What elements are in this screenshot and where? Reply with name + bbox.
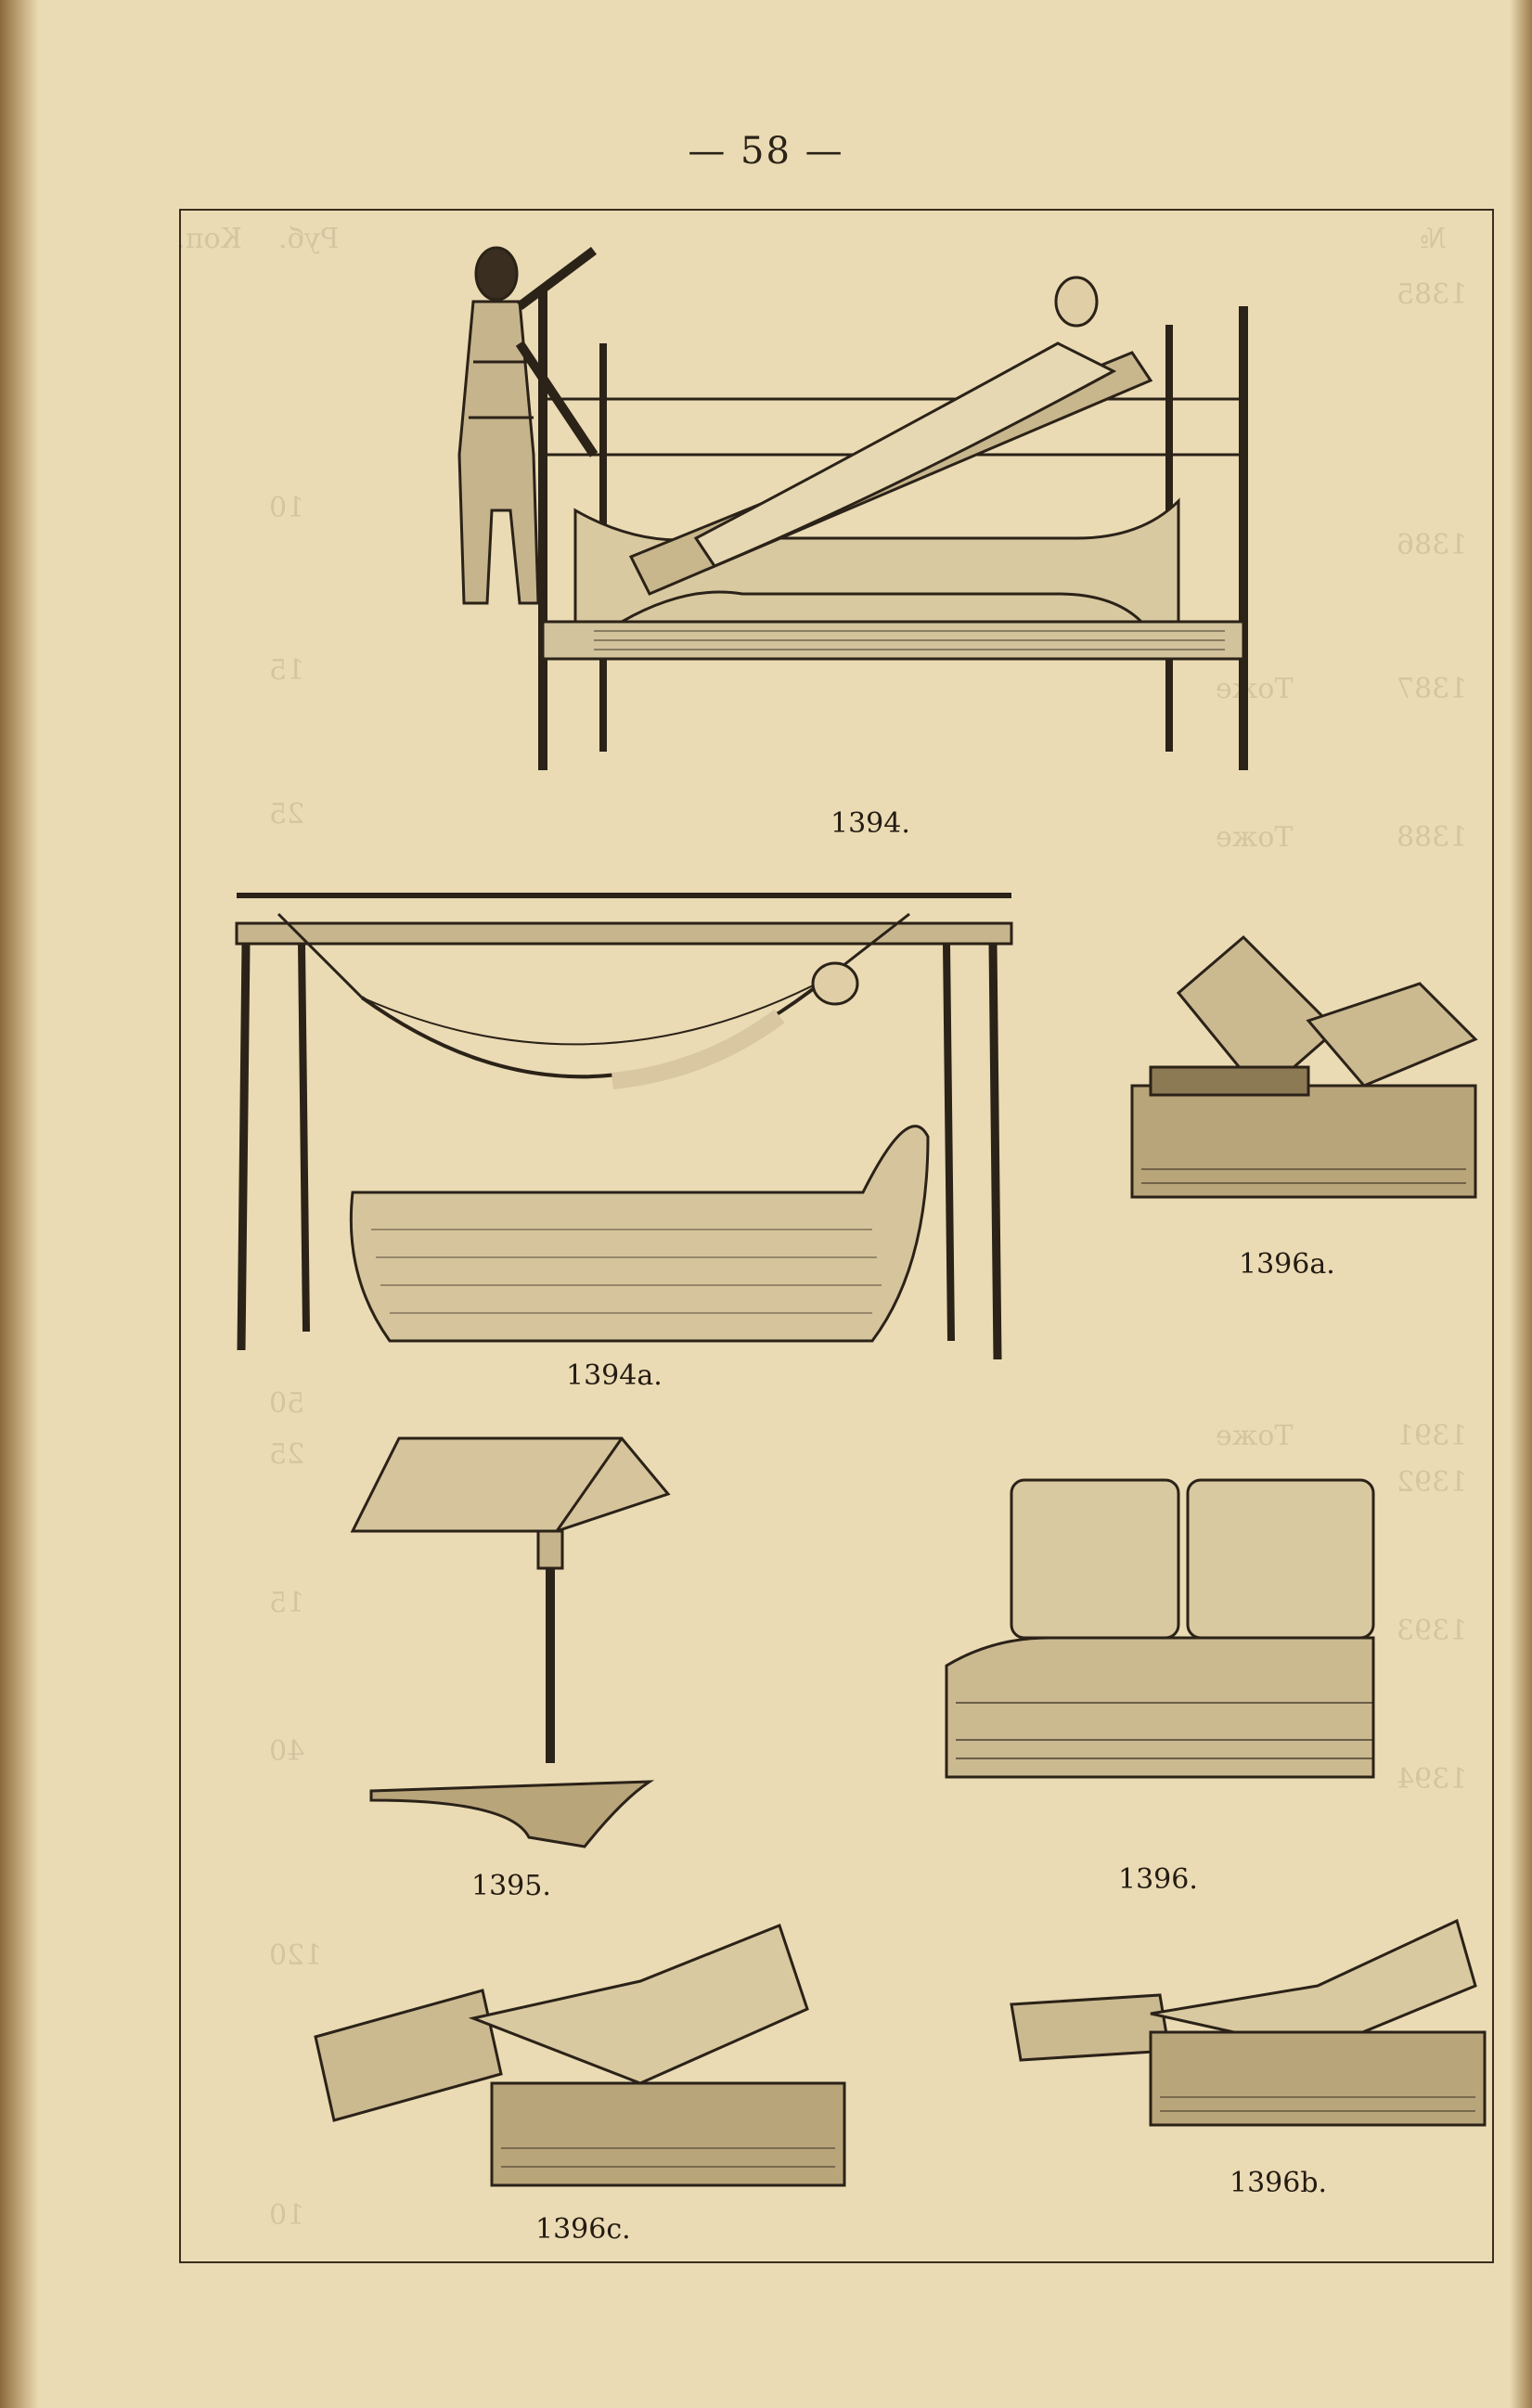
- bleed-price: 40: [269, 1735, 305, 1768]
- bleed-price: 25: [269, 798, 305, 831]
- bleed-row-number: 1391: [1397, 1420, 1468, 1452]
- bleed-word: Тоже: [1216, 673, 1294, 705]
- figure-caption: 1396b.: [1229, 2167, 1328, 2199]
- figure-1394-invalid-bed-illustration: [408, 232, 1299, 807]
- bleed-price: 25: [269, 1438, 305, 1471]
- bleed-col-no: №: [1420, 223, 1447, 255]
- figure-1396c-convertible-chair-illustration: [306, 1916, 854, 2195]
- bleed-price: 15: [269, 1587, 305, 1619]
- bleed-row-number: 1388: [1397, 821, 1468, 854]
- figure-caption: 1394.: [830, 807, 910, 840]
- bleed-row-number: 1387: [1397, 673, 1468, 705]
- figure-1396-tufted-sofa-illustration: [937, 1471, 1392, 1786]
- bleed-price: 50: [269, 1387, 305, 1420]
- figure-caption: 1395.: [471, 1870, 551, 1902]
- bleed-price: 10: [269, 2199, 305, 2232]
- figure-1396b-reclining-chaise-illustration: [1002, 1912, 1494, 2153]
- figure-1396a-storage-chaise-illustration: [1114, 928, 1485, 1216]
- bleed-row-number: 1386: [1397, 529, 1468, 561]
- bleed-price: 120: [269, 1939, 323, 1972]
- bleed-row-number: 1392: [1397, 1466, 1468, 1499]
- figure-1395-reading-stand-illustration: [343, 1429, 677, 1865]
- figure-caption: 1396c.: [535, 2213, 631, 2246]
- bleed-row-number: 1394: [1397, 1763, 1468, 1796]
- bleed-word: Тоже: [1216, 821, 1294, 854]
- figure-1394a-hammock-bath-illustration: [223, 858, 1021, 1369]
- bleed-word: Тоже: [1216, 1420, 1294, 1452]
- figure-caption: 1396.: [1118, 1863, 1198, 1896]
- bleed-price: 15: [269, 654, 305, 687]
- page-gutter-shadow: [0, 0, 39, 2408]
- bleed-col-rub: Руб.: [278, 223, 340, 255]
- page-edge-shadow: [1510, 0, 1532, 2408]
- figure-caption: 1396a.: [1239, 1248, 1335, 1281]
- page-number: — 58 —: [688, 130, 844, 173]
- bleed-price: 10: [269, 492, 305, 524]
- bleed-col-kop: Коп.: [176, 223, 242, 255]
- bleed-row-number: 1393: [1397, 1615, 1468, 1647]
- bleed-row-number: 1385: [1397, 278, 1468, 311]
- figure-caption: 1394a.: [566, 1359, 663, 1392]
